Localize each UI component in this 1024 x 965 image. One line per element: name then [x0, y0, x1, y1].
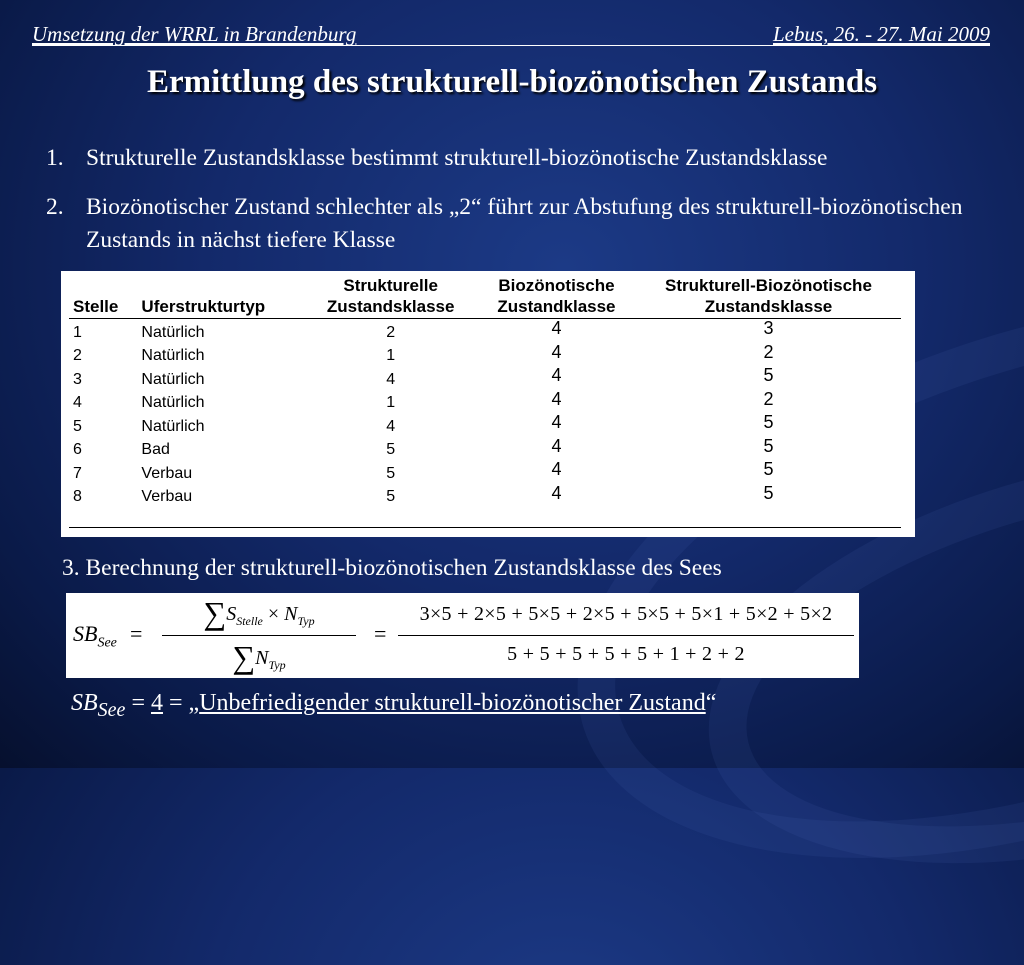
cell-biozoenotische-klasse: 4: [551, 388, 562, 409]
table-row: [69, 343, 901, 367]
point-text: Biozönotischer Zustand schlechter als „2“ führt zur Abstufung des strukturell-biozönotischen Zustands in nächst tiefere Klasse: [86, 194, 963, 253]
cell-stelle: 3: [73, 370, 82, 388]
slide-title: Ermittlung des strukturell-biozönotischen Zustands: [146, 64, 878, 100]
fraction-bar: [162, 635, 356, 636]
cell-strukturelle-klasse: 5: [386, 464, 396, 482]
formula-lhs-var: SB: [73, 621, 98, 646]
table-row: [69, 437, 901, 461]
cell-stelle: 7: [73, 464, 82, 482]
point-text: Strukturelle Zustandsklasse bestimmt strukturell-biozönotische Zustandsklasse: [86, 145, 828, 171]
formula-lhs-sub: See: [97, 635, 117, 651]
formula-numeric-fraction: [398, 599, 854, 673]
cell-uferstrukturtyp: Natürlich: [141, 394, 205, 411]
cell-uferstrukturtyp: Natürlich: [141, 417, 205, 435]
formula-sub: Typ: [268, 658, 286, 672]
formula-panel: [66, 593, 859, 678]
formula-numeric-numerator: 3×5 + 2×5 + 5×5 + 2×5 + 5×5 + 5×1 + 5×2 + 5×2: [419, 603, 833, 625]
cell-strukturell-biozoenotische-klasse: 2: [763, 341, 774, 362]
cell-strukturell-biozoenotische-klasse: 5: [763, 482, 774, 503]
cell-uferstrukturtyp: Natürlich: [141, 323, 205, 341]
table-row: [69, 413, 901, 437]
point-number: 1.: [46, 145, 64, 171]
table-row: [69, 460, 901, 484]
result-equals: =: [125, 690, 151, 716]
header-strukturelle-zustandsklasse: Strukturelle Zustandsklasse: [304, 275, 477, 319]
fraction-bar: [398, 635, 854, 636]
formula-var: S: [226, 603, 237, 625]
formula-symbolic-denominator: [156, 639, 362, 676]
result-var: SB: [71, 690, 98, 716]
point-1: [46, 142, 976, 175]
formula-sub: Stelle: [236, 614, 263, 628]
cell-strukturell-biozoenotische-klasse: 5: [763, 459, 774, 479]
classification-table: [69, 275, 901, 528]
result-equals: =: [162, 690, 189, 716]
cell-strukturelle-klasse: 5: [386, 441, 396, 458]
result-close-quote: “: [705, 690, 717, 716]
cell-uferstrukturtyp: Verbau: [141, 488, 193, 505]
cell-uferstrukturtyp: Verbau: [141, 464, 193, 482]
formula-equals: =: [130, 621, 143, 646]
header-stelle: Stelle: [69, 275, 139, 319]
cell-stelle: 4: [73, 394, 82, 411]
header-biozoenotische-zustandklasse: Biozönotische Zustandklasse: [477, 275, 636, 319]
formula-symbolic-fraction: [156, 595, 362, 675]
times-symbol: ×: [267, 603, 280, 625]
formula-lhs: [73, 621, 117, 651]
result-text: Unbefriedigender strukturell-biozönotischer Zustand: [199, 690, 706, 716]
cell-biozoenotische-klasse: 4: [551, 365, 562, 385]
header-rule: [32, 45, 990, 46]
formula-var: N: [284, 603, 298, 625]
cell-strukturell-biozoenotische-klasse: 3: [763, 318, 774, 338]
header-strukturell-biozoenotische-zustandsklasse: Strukturell-Biozönotische Zustandsklasse: [636, 275, 901, 319]
cell-stelle: 8: [73, 488, 82, 505]
cell-biozoenotische-klasse: 4: [551, 412, 562, 432]
cell-stelle: 6: [73, 441, 82, 458]
result-open-quote: „: [188, 690, 200, 716]
formula-var: N: [255, 647, 269, 669]
cell-strukturelle-klasse: 1: [386, 394, 396, 411]
cell-uferstrukturtyp: Natürlich: [141, 370, 205, 388]
cell-stelle: 5: [73, 417, 82, 435]
formula-symbolic-numerator: [156, 595, 362, 632]
numbered-points: [46, 142, 976, 273]
formula-numeric-denominator: 5 + 5 + 5 + 5 + 5 + 1 + 2 + 2: [507, 643, 745, 665]
cell-strukturelle-klasse: 5: [386, 488, 396, 505]
cell-strukturell-biozoenotische-klasse: 2: [763, 388, 774, 409]
spacer-cell: [304, 507, 477, 528]
cell-uferstrukturtyp: Bad: [141, 441, 170, 458]
cell-strukturell-biozoenotische-klasse: 5: [763, 365, 774, 385]
cell-biozoenotische-klasse: 4: [551, 482, 562, 503]
header-event: Umsetzung der WRRL in Brandenburg: [32, 22, 357, 46]
spacer-cell: [69, 507, 139, 528]
sigma-symbol: ∑: [232, 639, 256, 675]
cell-biozoenotische-klasse: 4: [551, 435, 562, 456]
table-row: [69, 390, 901, 414]
header-date: Lebus, 26. - 27. Mai 2009: [773, 22, 990, 46]
result-sub: See: [97, 698, 126, 721]
formula-sub: Typ: [297, 614, 315, 628]
cell-uferstrukturtyp: Natürlich: [141, 347, 205, 364]
classification-table-panel: [61, 271, 915, 537]
point-2: [46, 191, 976, 257]
table-row: [69, 366, 901, 390]
calculation-heading: 3. Berechnung der strukturell-biozönotischen Zustandsklasse des Sees: [62, 555, 722, 581]
formula-equals: =: [374, 621, 387, 646]
sigma-symbol: ∑: [203, 595, 227, 631]
cell-biozoenotische-klasse: 4: [551, 341, 562, 362]
table-row: [69, 319, 901, 343]
spacer-cell: [139, 507, 304, 528]
table-footer-spacer: [69, 507, 901, 528]
cell-strukturelle-klasse: 4: [386, 417, 396, 435]
cell-stelle: 1: [73, 323, 82, 341]
point-number: 2.: [46, 194, 64, 220]
cell-strukturelle-klasse: 2: [386, 323, 396, 341]
cell-strukturelle-klasse: 1: [386, 347, 396, 364]
cell-strukturell-biozoenotische-klasse: 5: [763, 435, 774, 456]
cell-strukturell-biozoenotische-klasse: 5: [763, 412, 774, 432]
cell-biozoenotische-klasse: 4: [551, 318, 562, 338]
result-value: 4: [150, 690, 163, 716]
cell-biozoenotische-klasse: 4: [551, 459, 562, 479]
spacer-cell: [636, 507, 901, 528]
cell-strukturelle-klasse: 4: [386, 370, 396, 388]
table-header-row: [69, 275, 901, 319]
spacer-cell: [477, 507, 636, 528]
cell-stelle: 2: [73, 347, 82, 364]
header-uferstrukturtyp: Uferstrukturtyp: [139, 275, 304, 319]
result-line: [71, 690, 716, 722]
table-row: [69, 484, 901, 508]
